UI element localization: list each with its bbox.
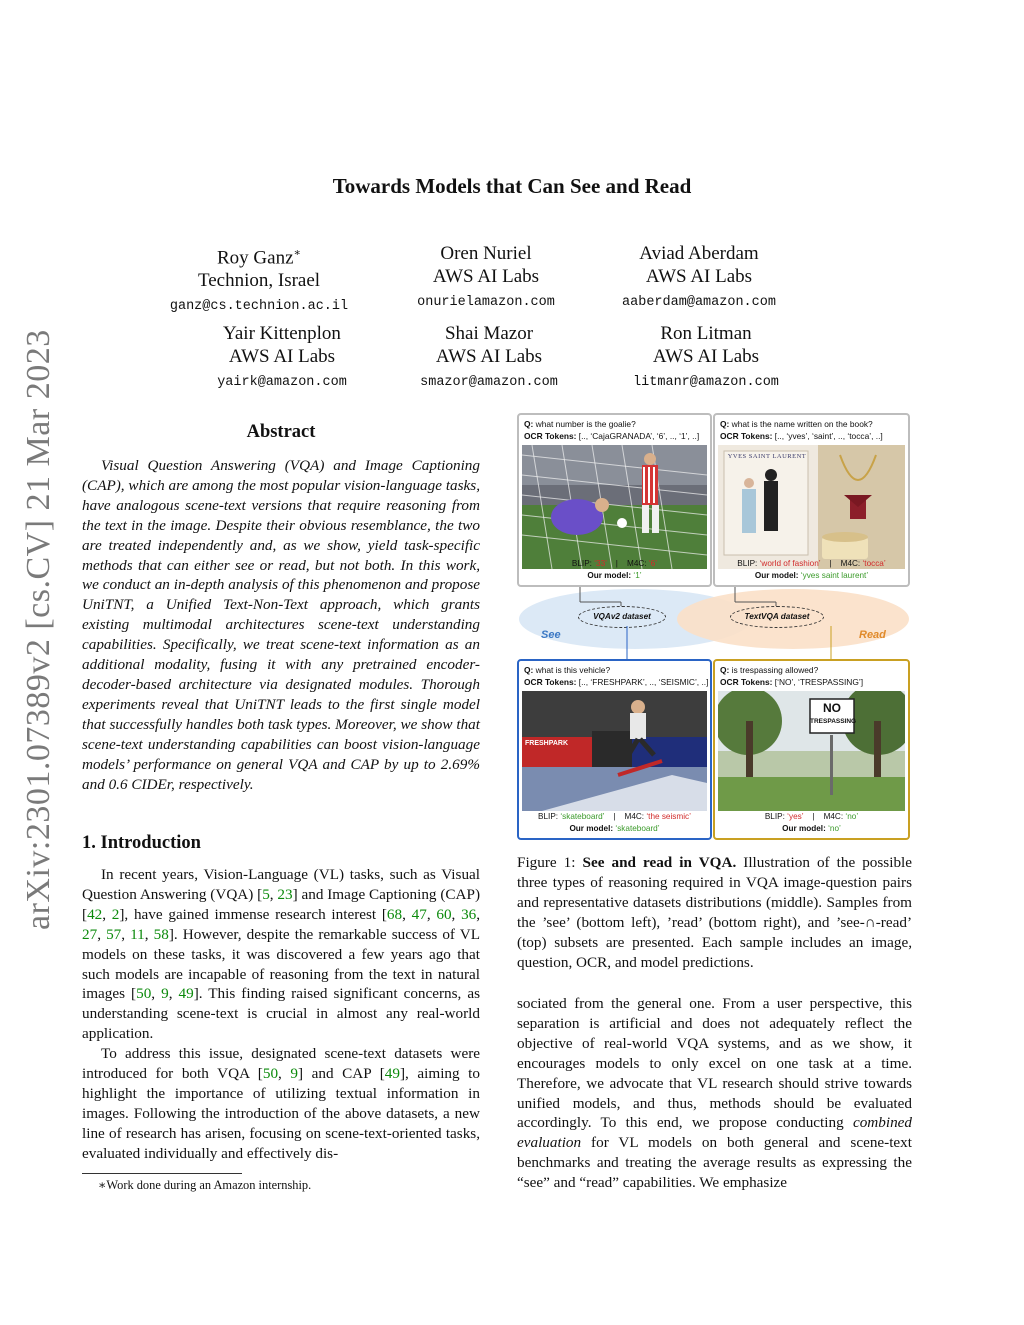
figure-1 bbox=[517, 413, 910, 843]
citation-link[interactable]: 49 bbox=[178, 985, 194, 1003]
see-label: See bbox=[541, 629, 561, 641]
author-affiliation: AWS AI Labs bbox=[228, 346, 336, 367]
citation-link[interactable]: 47 bbox=[411, 905, 427, 923]
citation-link[interactable]: 49 bbox=[384, 1065, 400, 1083]
citation-link[interactable]: 2 bbox=[111, 905, 120, 923]
goalie-photo bbox=[522, 445, 707, 569]
citation-link[interactable]: 23 bbox=[277, 885, 293, 903]
intro-paragraph: In recent years, Vision-Language (VL) tasks, such as Visual Question Answering (VQA) [5, 23] and Image Captioning (CAP) [42, 2], have gained immense research interest [68, 47, 60, 36, 27, 57, 11, 58]. However, despite the remarkable success of VL models on these tasks, it was discovered a few years ago that such models are incapable of reasoning from the text in natural images [50, 9, 49]. This finding raised significant concerns, as understanding scene-text is crucial in almost any real-world application. bbox=[82, 866, 481, 1043]
author-block bbox=[162, 322, 402, 391]
author-affiliation: AWS AI Labs bbox=[432, 266, 540, 287]
m4c-prediction: ‘no’ bbox=[845, 812, 859, 821]
skateboard-photo bbox=[522, 691, 707, 811]
author-name: Yair Kittenplon bbox=[223, 323, 341, 344]
sample-panel-see-skateboard: Q: what is this vehicle? OCR Tokens: [.., ‘FRESHPARK’, .., ‘SEISMIC’, ..] FRESHPARK BLIP: ‘skateboard’ | M4C: ‘the seismic’ Our model: ‘skateboard’ bbox=[517, 659, 712, 840]
caption-title: See and read in VQA. bbox=[582, 854, 737, 871]
m4c-prediction: ‘tocca’ bbox=[862, 559, 886, 568]
author-affiliation: AWS AI Labs bbox=[645, 266, 753, 287]
blip-prediction: ‘skateboard’ bbox=[560, 812, 605, 821]
intro-text bbox=[82, 865, 480, 1164]
citation-link[interactable]: 42 bbox=[87, 905, 103, 923]
author-block bbox=[369, 322, 609, 391]
author-name: Aviad Aberdam bbox=[639, 243, 759, 264]
blip-prediction: ‘33’ bbox=[594, 559, 607, 568]
author-email[interactable]: ganz@cs.technion.ac.il bbox=[169, 299, 349, 315]
citation-link[interactable]: 9 bbox=[161, 985, 169, 1003]
trespassing-sign-photo bbox=[718, 691, 905, 811]
m4c-prediction: ‘6’ bbox=[648, 559, 658, 568]
book-cover-text: YVES SAINT LAURENT bbox=[727, 453, 807, 460]
ocr-tokens: [.., ‘yves’, ‘saint’, .., ‘tocca’, ..] bbox=[772, 431, 883, 441]
read-label: Read bbox=[859, 629, 886, 641]
author-email[interactable]: yairk@amazon.com bbox=[217, 375, 347, 390]
author-affiliation: Technion, Israel bbox=[197, 270, 321, 292]
question-text: what is the name written on the book? bbox=[729, 419, 873, 429]
citation-link[interactable]: 57 bbox=[106, 925, 122, 943]
author-affiliation: AWS AI Labs bbox=[652, 346, 760, 367]
emphasis-text: combined evaluation bbox=[517, 1114, 912, 1152]
author-footnote-mark: ∗ bbox=[293, 247, 301, 259]
vqav2-dataset-label: VQAv2 dataset bbox=[578, 606, 666, 628]
right-column-text bbox=[517, 994, 912, 1193]
author-email[interactable]: smazor@amazon.com bbox=[420, 375, 558, 390]
blip-prediction: ‘world of fashion’ bbox=[759, 559, 821, 568]
abstract-paragraph: Visual Question Answering (VQA) and Image Captioning (CAP), which are among the most popular vision-language tasks, have analogous scene-text versions that require reasoning from the text in the image. Despite their obvious resemblance, the two are treated independently and, as we show, yield task-specific methods that can either see or read, but not both. In this work, we conduct an in-depth analysis of this phenomenon and propose UniTNT, a Unified Text-Non-Text approach, which grants existing multimodal architectures scene-text understanding capabilities. Specifically, we treat scene-text information as an additional modality, fusing it with any pretrained encoder-decoder-based architecture via designated modules. Thorough experiments reveal that UniTNT leads to the first single model that successfully handles both task types. Moreover, we show that scene-text understanding capabilities can boost vision-language models’ performance on general VQA and CAP by up to 2.69% and 0.6 CIDEr, respectively. bbox=[82, 457, 480, 793]
intro-paragraph: To address this issue, designated scene-text datasets were introduced for both VQA [50, 9] and CAP [49], aiming to highlight the importance of utilizing textual information in images. Following the introduction of the above datasets, a new line of research has arisen, focusing on scene-text-oriented tasks, evaluated individually and effectively dis- bbox=[82, 1045, 480, 1162]
footnote-divider bbox=[82, 1173, 242, 1174]
citation-link[interactable]: 60 bbox=[436, 905, 452, 923]
author-block bbox=[579, 242, 819, 311]
sample-panel-see-and-read-book: Q: what is the name written on the book? OCR Tokens: [.., ‘yves’, ‘saint’, .., ‘tocca’, ..] YVES SAINT LAURENT BLIP: ‘world of fashion’ | M4C: ‘tocca’ Our model: ‘yves saint laurent’ bbox=[713, 413, 910, 587]
question-text: what number is the goalie? bbox=[533, 419, 636, 429]
arxiv-identifier-text: arXiv:2301.07389v2 [cs.CV] 21 Mar 2023 bbox=[20, 329, 57, 930]
footnote: ∗Work done during an Amazon internship. bbox=[98, 1178, 312, 1192]
m4c-prediction: ‘the seismic’ bbox=[646, 812, 691, 821]
figure-caption bbox=[517, 853, 912, 972]
author-block bbox=[586, 322, 826, 391]
author-name: Roy Ganz bbox=[217, 247, 294, 269]
author-email[interactable]: onurielamazon.com bbox=[417, 295, 555, 310]
sample-panel-see-and-read-goalie: Q: what number is the goalie? OCR Tokens: [.., ‘CajaGRANADA’, ‘6’, .., ‘1’, ..] BLIP: ‘33’ | M4C: ‘6’ Our model: ‘1’ bbox=[517, 413, 712, 587]
ocr-tokens: [.., ‘CajaGRANADA’, ‘6’, .., ‘1’, ..] bbox=[576, 431, 700, 441]
citation-link[interactable]: 68 bbox=[386, 905, 403, 923]
author-block bbox=[139, 242, 379, 315]
paper-title: Towards Models that Can See and Read bbox=[332, 174, 692, 198]
citation-link[interactable]: 50 bbox=[136, 985, 152, 1003]
question-text: is trespassing allowed? bbox=[729, 665, 819, 675]
no-trespassing-sign: NO TRESPASSING bbox=[810, 701, 857, 725]
author-name: Shai Mazor bbox=[444, 323, 534, 344]
citation-link[interactable]: 9 bbox=[290, 1065, 299, 1083]
our-model-prediction: ‘1’ bbox=[633, 571, 642, 580]
author-email[interactable]: litmanr@amazon.com bbox=[633, 375, 779, 390]
author-name: Oren Nuriel bbox=[440, 243, 532, 264]
banner-text: FRESHPARK bbox=[525, 740, 569, 747]
question-text: what is this vehicle? bbox=[533, 665, 611, 675]
book-photo bbox=[718, 445, 905, 569]
abstract-heading: Abstract bbox=[246, 422, 316, 442]
our-model-prediction: ‘no’ bbox=[828, 824, 841, 833]
abstract-text bbox=[82, 456, 480, 794]
ocr-tokens: [.., ‘FRESHPARK’, .., ‘SEISMIC’, ..] bbox=[576, 677, 709, 687]
textvqa-dataset-label: TextVQA dataset bbox=[730, 606, 824, 628]
our-model-prediction: ‘skateboard’ bbox=[615, 824, 660, 833]
citation-link[interactable]: 50 bbox=[262, 1065, 279, 1083]
citation-link[interactable]: 36 bbox=[461, 905, 477, 923]
body-paragraph: sociated from the general one. From a user perspective, this separation is artificial and does not adequately reflect the objective of real-world VQA systems, and as we show, it encourages models to only excel on one task at a time. Therefore, we advocate that VL research should strive towards unified models, and thus, methods should be evaluated accordingly. To this end, we propose conducting combined evaluation for VL models on both general and scene-text benchmarks and treating the average results as expressing the “see” and “read” capabilities. We emphasize bbox=[517, 995, 912, 1192]
caption-text: Illustration of the possible three types of reasoning required in VQA image-question pairs and representative datasets distributions (middle). Samples from the ’see’ (bottom left), ’read’ (bottom right), and ’see-∩-read’ (top) subsets are presented. Each sample includes an image, question, OCR, and model predictions. bbox=[517, 854, 912, 971]
citation-link[interactable]: 5 bbox=[262, 885, 270, 903]
caption-label: Figure 1: bbox=[517, 854, 583, 871]
author-name: Ron Litman bbox=[660, 323, 752, 344]
sample-panel-read-trespassing: Q: is trespassing allowed? OCR Tokens: [‘NO’, ‘TRESPASSING’] NO TRESPASSING BLIP: ‘yes’ | M4C: ‘no’ Our model: ‘no’ bbox=[713, 659, 910, 840]
citation-link[interactable]: 58 bbox=[153, 925, 169, 943]
author-block bbox=[366, 242, 606, 311]
citation-link[interactable]: 11 bbox=[130, 925, 145, 943]
section-heading-introduction: 1. Introduction bbox=[82, 833, 201, 853]
author-email[interactable]: aaberdam@amazon.com bbox=[622, 295, 776, 310]
our-model-prediction: ‘yves saint laurent’ bbox=[800, 571, 869, 580]
blip-prediction: ‘yes’ bbox=[787, 812, 804, 821]
citation-link[interactable]: 27 bbox=[82, 925, 98, 943]
ocr-tokens: [‘NO’, ‘TRESPASSING’] bbox=[772, 677, 864, 687]
author-affiliation: AWS AI Labs bbox=[435, 346, 543, 367]
